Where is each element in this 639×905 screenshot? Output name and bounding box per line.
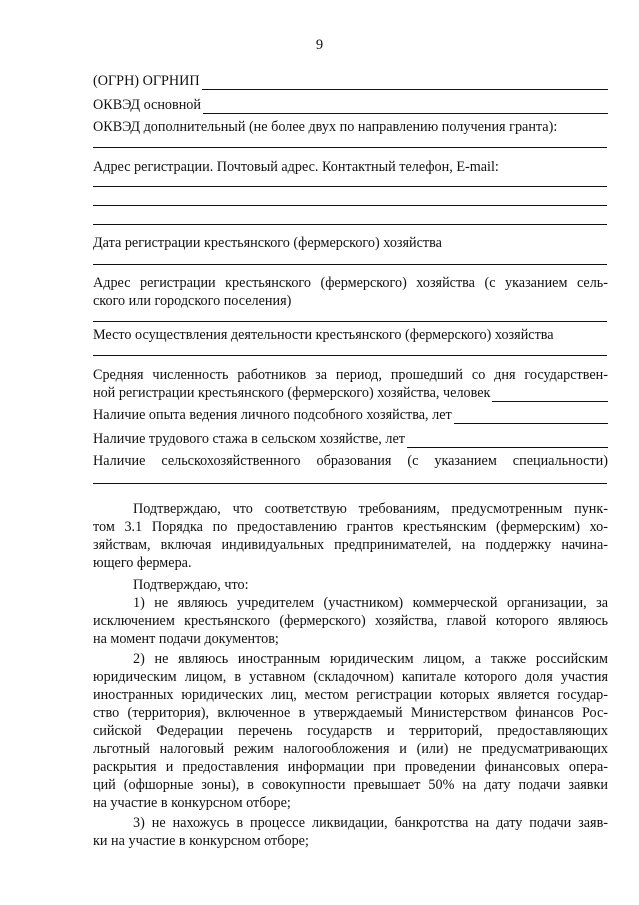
item1-line-1: 1) не являюсь учредителем (участником) коммерческой организации, за	[133, 595, 608, 611]
item2-line-8: ций (офшорные зоны), в совокупности превышает 50% на дату подачи заявки	[93, 777, 608, 793]
ogrn-underline	[202, 76, 608, 90]
item2-line-2: юридическим лицом, в уставном (складочном) капитале которого доля участия	[93, 669, 608, 685]
item2-line-1: 2) не являюсь иностранным юридическим лицом, а также российским	[133, 651, 608, 667]
staff-label-1: Средняя численность работников за период, прошедший со дня государствен-	[93, 367, 608, 383]
item2-line-9: на участие в конкурсном отборе;	[93, 795, 291, 811]
confirm1-line-2: том 3.1 Порядка по предоставлению грантов крестьянским (фермерским) хо-	[93, 519, 608, 535]
private-farm-label: Наличие опыта ведения личного подсобного хозяйства, лет	[93, 407, 452, 423]
work-experience-field	[93, 430, 608, 448]
reg-date-label: Дата регистрации крестьянского (фермерского) хозяйства	[93, 235, 442, 251]
address-contacts-label: Адрес регистрации. Почтовый адрес. Контактный телефон, E-mail:	[93, 159, 499, 175]
okved-main-underline	[203, 100, 608, 114]
activity-place-label: Место осуществления деятельности крестьянского (фермерского) хозяйства	[93, 327, 554, 343]
item2-line-7: раскрытия и предоставления информации при проведении финансовых опера-	[93, 759, 608, 775]
education-rule	[93, 483, 607, 484]
okved-main-label: ОКВЭД основной	[93, 97, 201, 113]
okved-extra-rule	[93, 147, 607, 148]
page-number: 9	[315, 37, 324, 53]
confirm2-heading: Подтверждаю, что:	[133, 577, 249, 593]
item2-line-3: иностранных юридических лиц, местом регистрации которых является государ-	[93, 687, 608, 703]
okved-extra-label: ОКВЭД дополнительный (не более двух по направлению получения гранта):	[93, 119, 558, 135]
okved-main-field	[93, 96, 608, 114]
reg-address-rule	[93, 321, 607, 322]
confirm1-line-1: Подтверждаю, что соответствую требованиям, предусмотренным пунк-	[133, 501, 608, 517]
item2-line-6: льготный налоговый режим налогообложения и (или) не предусматривающих	[93, 741, 608, 757]
staff-field	[93, 384, 608, 402]
item1-line-2: исключением крестьянского (фермерского) хозяйства, главой которого являюсь	[93, 613, 608, 629]
private-farm-field	[93, 406, 608, 424]
reg-address-label-2: ского или городского поселения)	[93, 293, 292, 309]
ogrn-field	[93, 72, 608, 90]
staff-underline	[492, 388, 608, 402]
confirm1-line-3: зяйствам, включая индивидуальных предпринимателей, на поддержку начина-	[93, 537, 608, 553]
private-farm-underline	[454, 410, 608, 424]
confirm1-line-4: ющего фермера.	[93, 555, 192, 571]
work-experience-label: Наличие трудового стажа в сельском хозяйстве, лет	[93, 431, 405, 447]
education-label: Наличие сельскохозяйственного образования (с указанием специальности)	[93, 453, 608, 469]
item1-line-3: на момент подачи документов;	[93, 631, 279, 647]
item2-line-5: сийской Федерации перечень государств и территорий, предоставляющих	[93, 723, 608, 739]
reg-address-label-1: Адрес регистрации крестьянского (фермерского) хозяйства (с указанием сель-	[93, 275, 608, 291]
address-rule-1	[93, 186, 607, 187]
ogrn-label: (ОГРН) ОГРНИП	[93, 73, 200, 89]
staff-label-2: ной регистрации крестьянского (фермерского) хозяйства, человек	[93, 385, 491, 401]
address-rule-3	[93, 224, 607, 225]
activity-place-rule	[93, 355, 607, 356]
item3-line-1: 3) не нахожусь в процессе ликвидации, банкротства на дату подачи заяв-	[133, 815, 608, 831]
reg-date-rule	[93, 264, 607, 265]
address-rule-2	[93, 205, 607, 206]
work-experience-underline	[407, 434, 608, 448]
item2-line-4: ство (территория), включенное в утверждаемый Министерством финансов Рос-	[93, 705, 608, 721]
item3-line-2: ки на участие в конкурсном отборе;	[93, 833, 309, 849]
